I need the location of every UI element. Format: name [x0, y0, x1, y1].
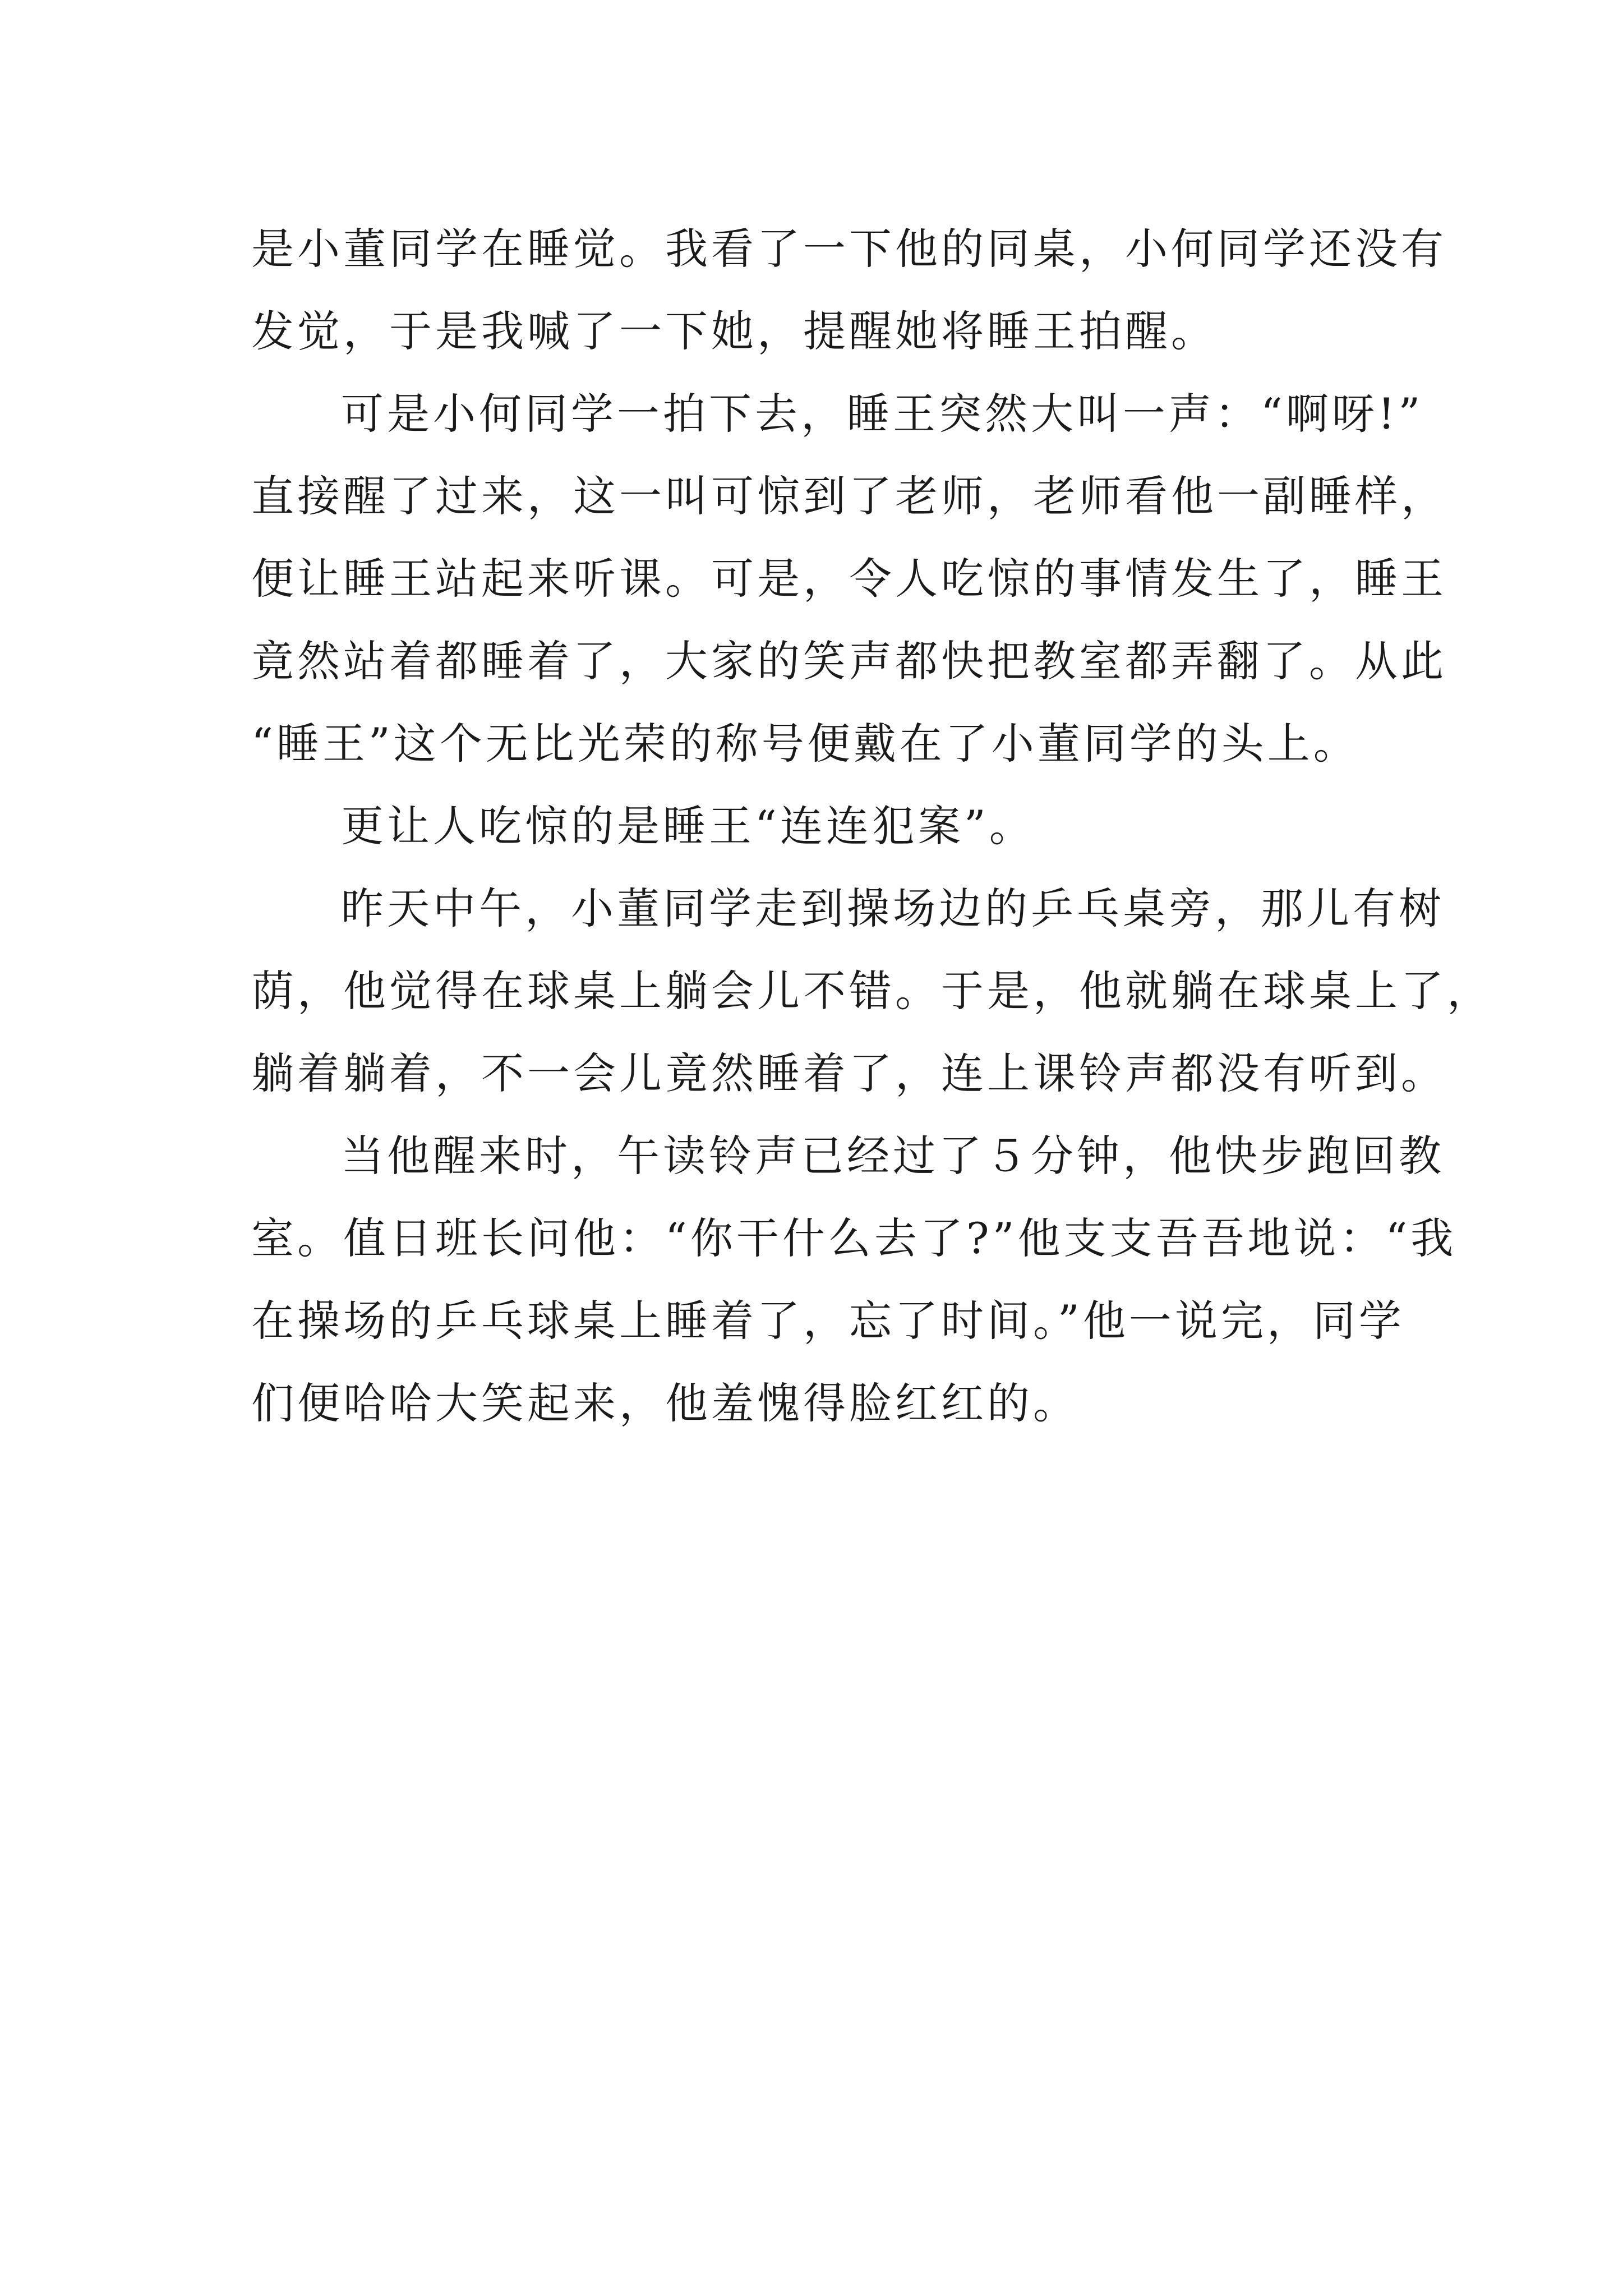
text-line: 室。值日班长问他：“你干什么去了?”他支支吾吾地说：“我: [251, 1213, 1457, 1263]
text-line: 们便哈哈大笑起来，他羞愧得脸红红的。: [251, 1378, 1079, 1428]
text-line: 是小董同学在睡觉。我看了一下他的同桌，小何同学还没有: [251, 224, 1447, 274]
text-line: 荫，他觉得在球桌上躺会儿不错。于是，他就躺在球桌上了，: [251, 966, 1493, 1016]
text-line: 在操场的乒乓球桌上睡着了，忘了时间。”他一说完，同学: [251, 1296, 1405, 1346]
paragraph-start-line: 当他醒来时，午读铃声已经过了５分钟，他快步跑回教: [341, 1131, 1445, 1181]
text-line: 竟然站着都睡着了，大家的笑声都快把教室都弄翻了。从此: [251, 636, 1447, 686]
text-line: 直接醒了过来，这一叫可惊到了老师，老师看他一副睡样，: [251, 471, 1447, 521]
story-text: [251, 208, 1493, 1444]
paragraph-start-line: 可是小何同学一拍下去，睡王突然大叫一声：“啊呀!”: [341, 389, 1424, 439]
paragraph-start-line: 昨天中午，小董同学走到操场边的乒乓桌旁，那儿有树: [341, 884, 1445, 933]
text-line: 便让睡王站起来听课。可是，令人吃惊的事情发生了，睡王: [251, 554, 1447, 604]
text-line: 躺着躺着，不一会儿竟然睡着了，连上课铃声都没有听到。: [251, 1048, 1447, 1098]
paragraph-start-line: 更让人吃惊的是睡王“连连犯案”。: [341, 801, 1035, 851]
text-line: “睡王”这个无比光荣的称号便戴在了小董同学的头上。: [251, 719, 1359, 769]
text-line: 发觉，于是我喊了一下她，提醒她将睡王拍醒。: [251, 306, 1217, 356]
